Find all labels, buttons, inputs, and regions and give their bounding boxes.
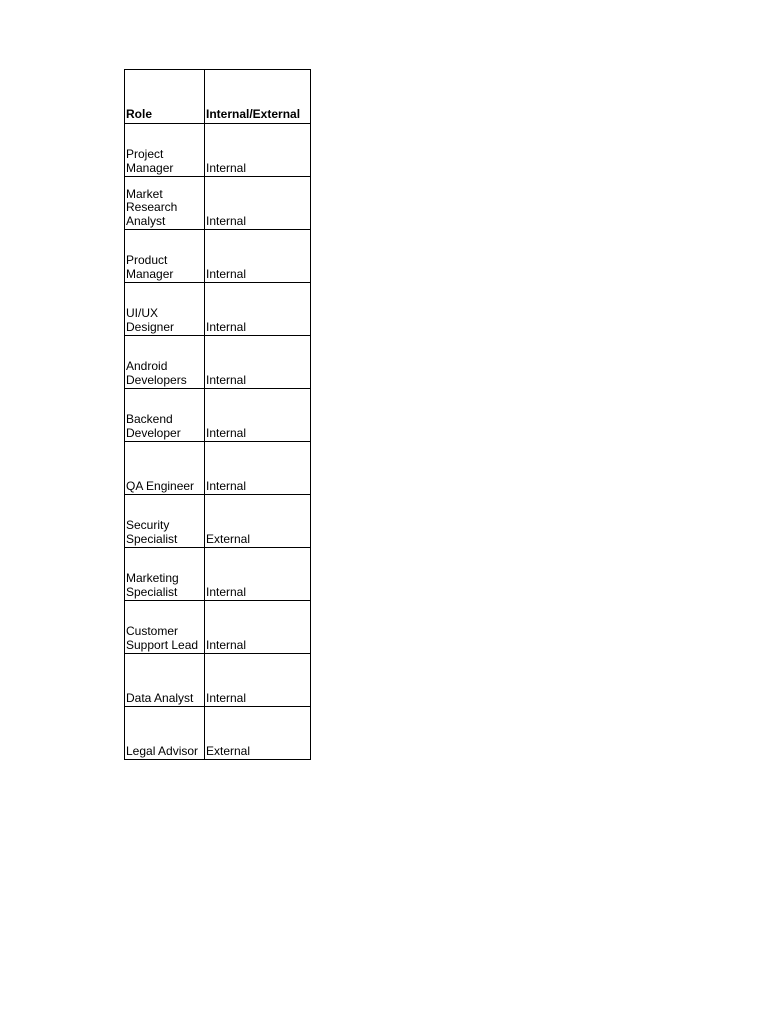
type-cell: Internal xyxy=(205,389,311,442)
table-row xyxy=(125,124,311,177)
table-row xyxy=(125,177,311,230)
table-header-row xyxy=(125,70,311,124)
role-cell: Android Developers xyxy=(125,336,205,389)
type-cell: External xyxy=(205,707,311,760)
role-cell: Security Specialist xyxy=(125,495,205,548)
role-cell: UI/UX Designer xyxy=(125,283,205,336)
column-header-internal-external: Internal/External xyxy=(205,70,311,124)
role-cell: QA Engineer xyxy=(125,442,205,495)
table-row xyxy=(125,283,311,336)
type-cell: Internal xyxy=(205,442,311,495)
role-cell: Market Research Analyst xyxy=(125,177,205,230)
type-cell: Internal xyxy=(205,283,311,336)
role-cell: Data Analyst xyxy=(125,654,205,707)
table-row xyxy=(125,707,311,760)
type-cell: Internal xyxy=(205,654,311,707)
type-cell: Internal xyxy=(205,177,311,230)
table-row xyxy=(125,495,311,548)
role-cell: Project Manager xyxy=(125,124,205,177)
column-header-role: Role xyxy=(125,70,205,124)
role-cell: Legal Advisor xyxy=(125,707,205,760)
role-cell: Product Manager xyxy=(125,230,205,283)
table-row xyxy=(125,601,311,654)
table-row xyxy=(125,389,311,442)
type-cell: Internal xyxy=(205,548,311,601)
type-cell: External xyxy=(205,495,311,548)
type-cell: Internal xyxy=(205,230,311,283)
table-row xyxy=(125,336,311,389)
table-row xyxy=(125,230,311,283)
table-row xyxy=(125,548,311,601)
table-row xyxy=(125,654,311,707)
type-cell: Internal xyxy=(205,336,311,389)
roles-table xyxy=(124,69,311,760)
role-cell: Customer Support Lead xyxy=(125,601,205,654)
table-row xyxy=(125,442,311,495)
type-cell: Internal xyxy=(205,124,311,177)
type-cell: Internal xyxy=(205,601,311,654)
role-cell: Marketing Specialist xyxy=(125,548,205,601)
role-cell: Backend Developer xyxy=(125,389,205,442)
